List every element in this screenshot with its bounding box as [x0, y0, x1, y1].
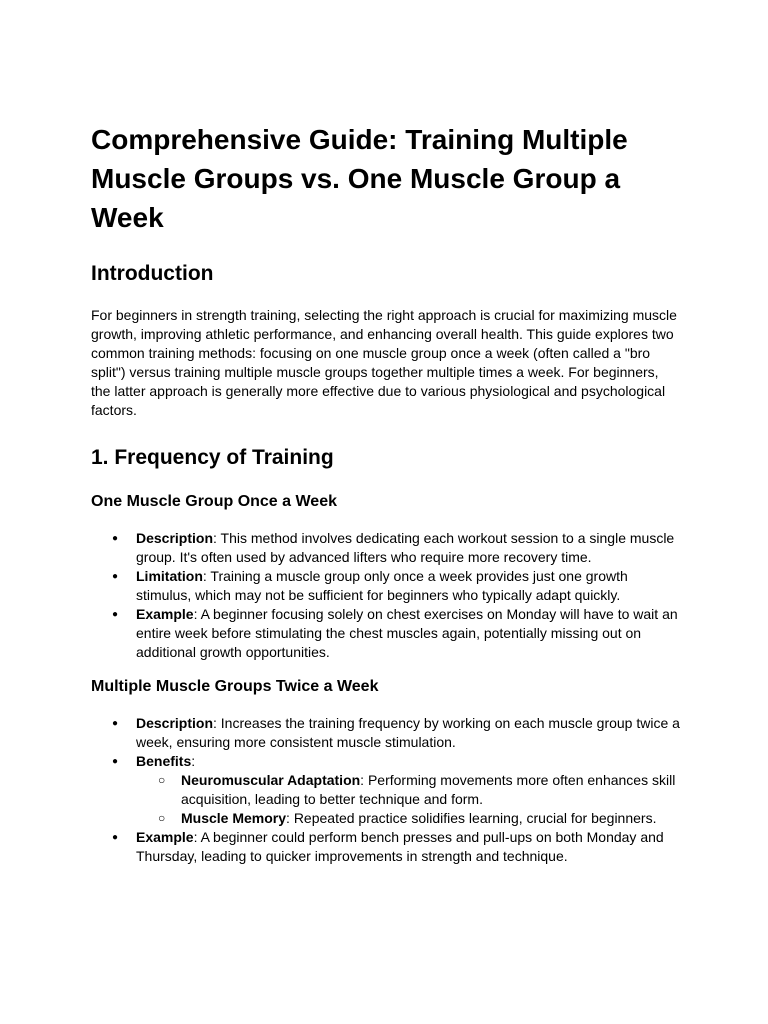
bullet-icon: ●: [112, 756, 119, 767]
document-title: Comprehensive Guide: Training Multiple Muscle Groups vs. One Muscle Group a Week: [91, 124, 628, 233]
sub-list-item-term: Muscle Memory: [181, 810, 287, 826]
bullet-icon: ●: [112, 718, 119, 729]
list-item-text: : Increases the training frequency by working on each muscle group twice a week, ensuring more consistent muscle stimulation.: [136, 715, 680, 750]
list-item-term: Example: [136, 829, 194, 845]
introduction-heading: Introduction: [91, 262, 214, 285]
sub-list-item: [136, 771, 681, 809]
list-item-term: Limitation: [136, 568, 203, 584]
list-item-text: :: [191, 753, 196, 769]
list-item-text: : A beginner focusing solely on chest exercises on Monday will have to wait an entire week before stimulating the chest muscles again, potentially missing out on additional growth opportunities.: [136, 606, 678, 660]
bullet-icon: ●: [112, 571, 119, 582]
list-item-text: : Training a muscle group only once a week provides just one growth stimulus, which may not be sufficient for beginners who typically adapt quickly.: [136, 568, 628, 603]
sub-list-item-text: : Performing movements more often enhances skill acquisition, leading to better technique and form.: [181, 772, 676, 807]
one-group-heading: One Muscle Group Once a Week: [91, 493, 337, 510]
list-item: [91, 567, 681, 605]
list-item: [91, 605, 681, 662]
bullet-icon: ●: [112, 609, 119, 620]
multi-group-list: [91, 714, 681, 866]
list-item-text: : This method involves dedicating each workout session to a single muscle group. It's often used by advanced lifters who require more recovery time.: [136, 530, 675, 565]
benefits-list: [136, 771, 681, 828]
list-item: [91, 828, 681, 866]
bullet-icon: ●: [112, 832, 119, 843]
list-item: [91, 752, 681, 828]
hollow-bullet-icon: ○: [158, 811, 166, 825]
document-page: [91, 120, 681, 866]
sub-list-item: [136, 809, 681, 828]
introduction-paragraph: For beginners in strength training, selecting the right approach is crucial for maximizing muscle growth, improving athletic performance, and enhancing overall health. This guide explores two common training methods: focusing on one muscle group once a week (often called a "bro split") versus training multiple muscle groups together multiple times a week. For beginners, the latter approach is generally more effective due to various physiological and psychological factors.: [91, 307, 677, 418]
list-item-term: Benefits: [136, 753, 192, 769]
frequency-section-heading: 1. Frequency of Training: [91, 446, 334, 469]
list-item-term: Description: [136, 530, 214, 546]
list-item-term: Description: [136, 715, 214, 731]
bullet-icon: ●: [112, 533, 119, 544]
list-item-text: : A beginner could perform bench presses and pull-ups on both Monday and Thursday, leading to quicker improvements in strength and technique.: [136, 829, 664, 864]
multi-group-heading: Multiple Muscle Groups Twice a Week: [91, 678, 379, 695]
list-item: [91, 714, 681, 752]
sub-list-item-text: : Repeated practice solidifies learning, crucial for beginners.: [286, 810, 657, 826]
sub-list-item-term: Neuromuscular Adaptation: [181, 772, 361, 788]
one-group-list: [91, 529, 681, 662]
list-item-term: Example: [136, 606, 194, 622]
hollow-bullet-icon: ○: [158, 773, 166, 787]
list-item: [91, 529, 681, 567]
